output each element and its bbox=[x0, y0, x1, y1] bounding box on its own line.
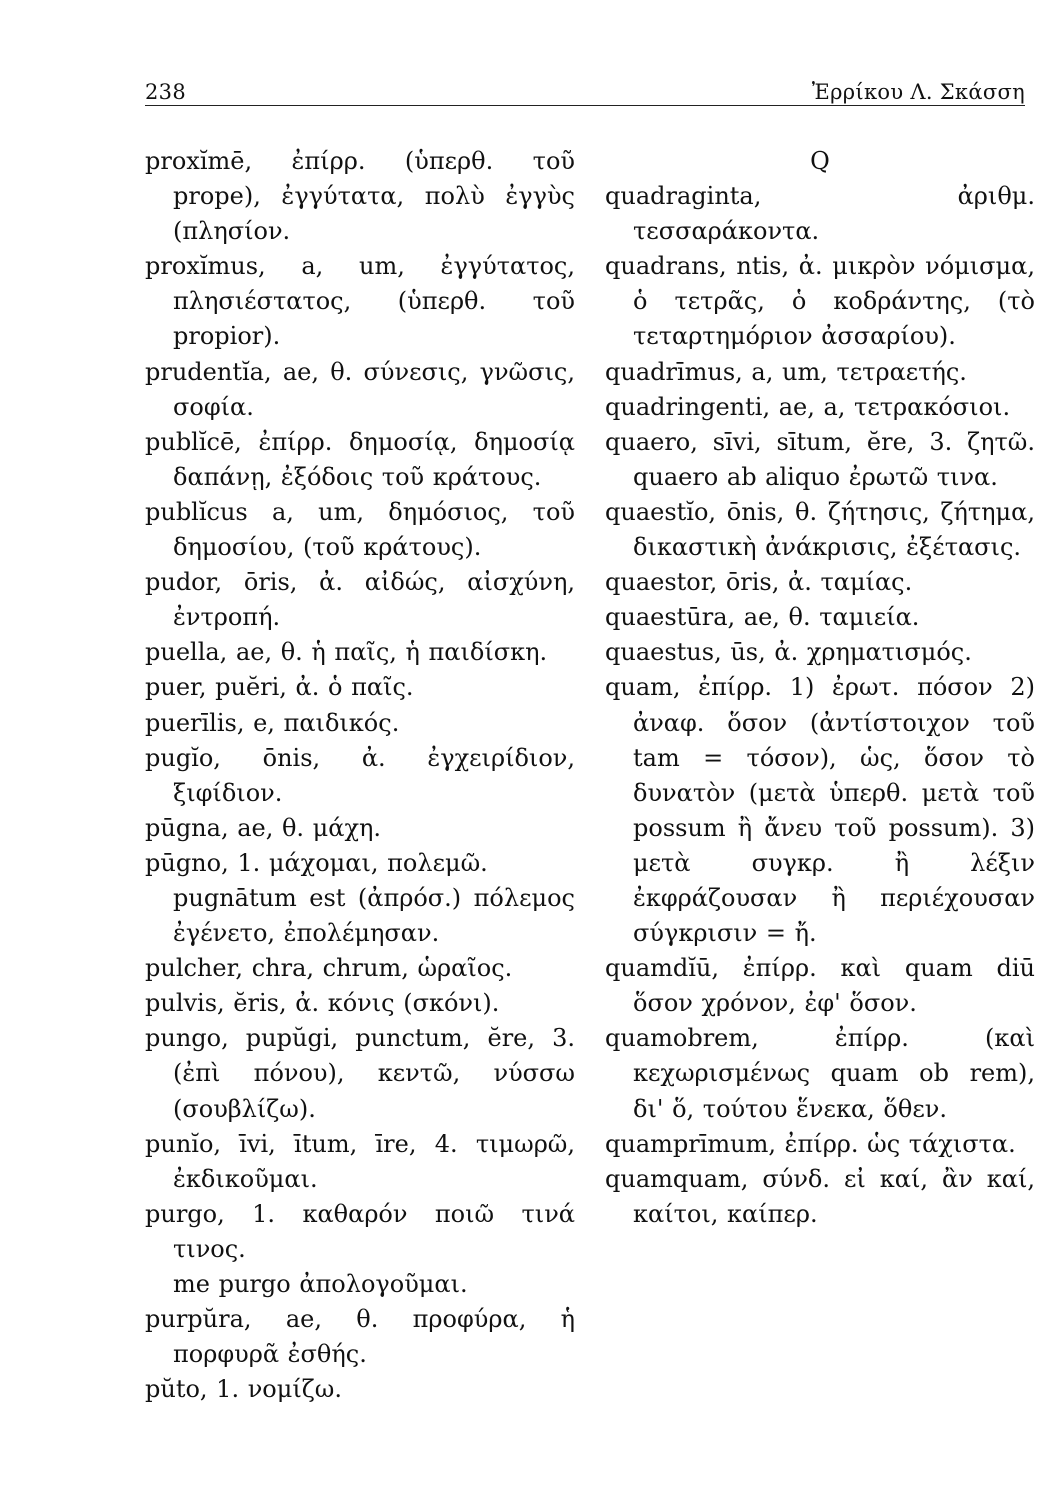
running-title: Ἐρρίκου Λ. Σκάσση bbox=[811, 80, 1025, 104]
dictionary-subentry: me purgo ἀπολογοῦμαι. bbox=[173, 1270, 468, 1298]
dictionary-entry: quadringenti, ae, a, τετρακόσιοι. bbox=[605, 392, 1011, 421]
dictionary-entry: quaestor, ōris, ἀ. ταμίας. bbox=[605, 568, 913, 597]
dictionary-entry: prudentĭa, ae, θ. σύνεσις, γνῶσις, σοφία. bbox=[145, 357, 575, 421]
dictionary-entry: pūgna, ae, θ. μάχη. bbox=[145, 813, 382, 842]
dictionary-entry: pungo, pupŭgi, punctum, ĕre, 3. (ἐπὶ πόνου), κεντῶ, νύσσω (σουβλίζω). bbox=[145, 1024, 575, 1123]
dictionary-subentry: pugnātum est (ἀπρόσ.) πόλεμος ἐγένετο, ἐπολέμησαν. bbox=[173, 883, 575, 948]
dictionary-entry: pŭto, 1. νομίζω. bbox=[145, 1375, 342, 1404]
dictionary-entry: pudor, ōris, ἀ. αἰδώς, αἰσχύνη, ἐντροπή. bbox=[145, 568, 575, 632]
dictionary-entry: quamprīmum, ἐπίρρ. ὡς τάχιστα. bbox=[605, 1129, 1016, 1158]
dictionary-entry: quadraginta, ἀριθμ. τεσσαράκοντα. bbox=[605, 182, 1035, 246]
right-column bbox=[605, 144, 1035, 1232]
dictionary-entry: puer, puĕri, ἀ. ὁ παῖς. bbox=[145, 673, 414, 702]
dictionary-entry: quaestūra, ae, θ. ταμιεία. bbox=[605, 603, 920, 632]
dictionary-entry: publĭcus a, um, δημόσιος, τοῦ δημοσίου, (τοῦ κράτους). bbox=[145, 497, 575, 562]
dictionary-entry: pugĭo, ōnis, ἀ. ἐγχειρίδιον, ξιφίδιον. bbox=[145, 743, 575, 807]
dictionary-entry: quaestĭo, ōnis, θ. ζήτησις, ζήτημα, δικαστικὴ ἀνάκρισις, ἐξέτασις. bbox=[605, 497, 1035, 562]
page-header bbox=[145, 70, 1025, 104]
dictionary-entry: quamdĭū, ἐπίρρ. καὶ quam diū ὅσον χρόνον, ἐφ' ὅσον. bbox=[605, 954, 1035, 1018]
dictionary-entry: proxĭmē, ἐπίρρ. (ὑπερθ. τοῦ prope), ἐγγύτατα, πολὺ ἐγγὺς (πλησίον. bbox=[145, 147, 575, 246]
dictionary-entry: quaestus, ūs, ἀ. χρηματισμός. bbox=[605, 638, 972, 667]
letter-heading: Q bbox=[810, 147, 830, 175]
left-column bbox=[145, 144, 575, 1407]
dictionary-entry: proxĭmus, a, um, ἐγγύτατος, πλησιέστατος, (ὑπερθ. τοῦ propior). bbox=[145, 252, 575, 351]
dictionary-entry: pulcher, chra, chrum, ὡραῖος. bbox=[145, 954, 513, 983]
dictionary-entry: quaero, sīvi, sītum, ĕre, 3. ζητῶ. quaero ab aliquo ἐρωτῶ τινα. bbox=[605, 427, 1035, 491]
dictionary-entry: pūgno, 1. μάχομαι, πολεμῶ. bbox=[145, 848, 488, 877]
dictionary-entry: quam, ἐπίρρ. 1) ἐρωτ. πόσον 2) ἀναφ. ὅσον (ἀντίστοιχον τοῦ tam = τόσον), ὡς, ὅσον τὸ δυνατὸν (μετὰ ὑπερθ. μετὰ τοῦ possum ἢ ἄνευ τοῦ possum). 3) μετὰ συγκρ. ἢ λέξιν ἐκφράζουσαν ἢ περιέχουσαν σύγκρισιν = ἤ. bbox=[605, 673, 1035, 948]
page-number: 238 bbox=[145, 80, 186, 104]
dictionary-entry: puella, ae, θ. ἡ παῖς, ἡ παιδίσκη. bbox=[145, 638, 548, 667]
dictionary-entry: publĭcē, ἐπίρρ. δημοσίᾳ, δημοσίᾳ δαπάνῃ, ἐξόδοις τοῦ κράτους. bbox=[145, 427, 575, 491]
dictionary-entry: quadrans, ntis, ἀ. μικρὸν νόμισμα, ὁ τετρᾶς, ὁ κοδράντης, (τὸ τεταρτημόριον ἀσσαρίου). bbox=[605, 252, 1035, 351]
header-rule bbox=[145, 105, 1025, 106]
dictionary-entry: purpŭra, ae, θ. προφύρα, ἡ πορφυρᾶ ἐσθής. bbox=[145, 1305, 575, 1369]
dictionary-entry: pulvis, ĕris, ἀ. κόνις (σκόνι). bbox=[145, 989, 500, 1018]
dictionary-entry: quamobrem, ἐπίρρ. (καὶ κεχωρισμένως quam ob rem), δι' ὅ, τούτου ἕνεκα, ὅθεν. bbox=[605, 1024, 1035, 1123]
dictionary-entry: purgo, 1. καθαρόν ποιῶ τινά τινος. bbox=[145, 1199, 575, 1263]
dictionary-entry: puerīlis, e, παιδικός. bbox=[145, 708, 400, 737]
dictionary-entry: quamquam, σύνδ. εἰ καί, ἂν καί, καίτοι, καίπερ. bbox=[605, 1164, 1035, 1228]
dictionary-entry: punĭo, īvi, ītum, īre, 4. τιμωρῶ, ἐκδικοῦμαι. bbox=[145, 1129, 575, 1193]
dictionary-entry: quadrīmus, a, um, τετραετής. bbox=[605, 357, 967, 386]
